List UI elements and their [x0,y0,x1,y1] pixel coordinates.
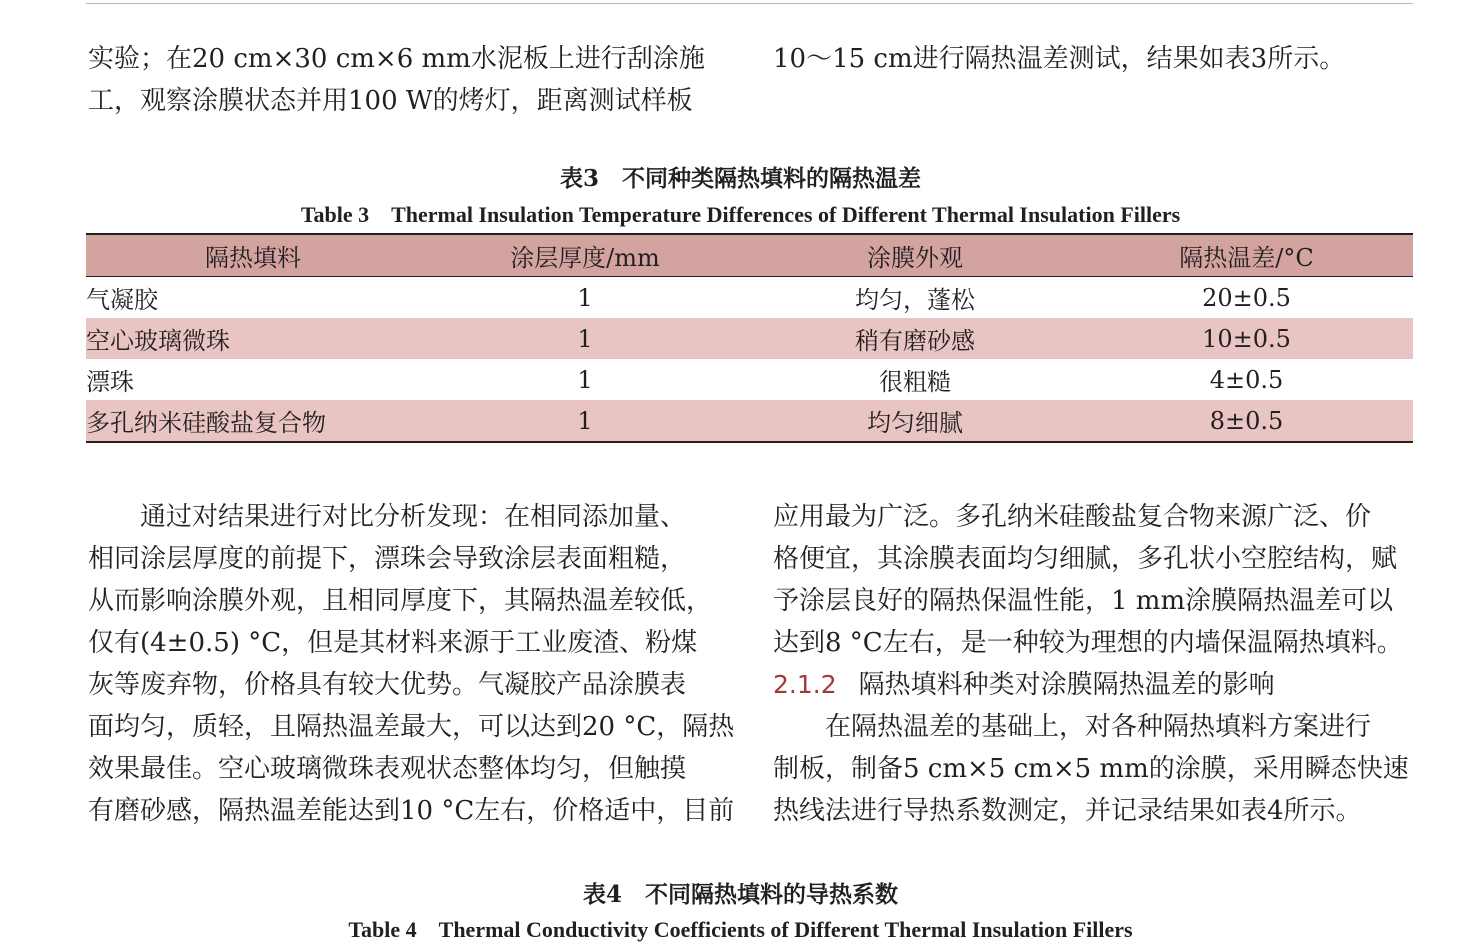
table-cell: 漂珠 [86,368,134,396]
section-heading [773,664,1413,706]
table-row [86,359,1413,400]
table-row [86,318,1413,359]
table-cell: 多孔纳米硅酸盐复合物 [86,409,326,437]
text-line: 工，观察涂膜状态并用100 W的烤灯，距离测试样板 [88,86,693,116]
column-header: 涂层厚度/mm [510,244,660,272]
table3-caption-en: Table 3 Thermal Insulation Temperature Differences of Different Thermal Insulation Fillers [300,202,1181,227]
table3-caption-cn: 表3 不同种类隔热填料的隔热温差 [559,165,921,192]
top-rule [86,3,1413,4]
table-row [86,400,1413,442]
table-cell: 1 [577,324,593,353]
text-line: 有磨砂感，隔热温差能达到10 °C左右，价格适中，目前 [88,796,735,826]
table-cell: 20±0.5 [1202,283,1291,312]
table-cell: 4±0.5 [1209,365,1284,394]
table-cell: 均匀细腻 [867,409,963,437]
text-line: 仅有(4±0.5) °C，但是其材料来源于工业废渣、粉煤 [88,628,698,658]
table-cell: 稍有磨砂感 [855,327,975,355]
table3 [86,233,1413,443]
column-header: 隔热填料 [205,244,301,272]
table-cell: 均匀，蓬松 [855,286,975,314]
table4-caption-en: Table 4 Thermal Conductivity Coefficients of Different Thermal Insulation Fillers [348,917,1133,942]
table-cell: 8±0.5 [1209,406,1284,435]
table-row [86,277,1413,319]
text-line: 在隔热温差的基础上，对各种隔热填料方案进行 [825,712,1372,742]
text-line: 制板，制备5 cm×5 cm×5 mm的涂膜，采用瞬态快速 [773,754,1409,784]
text-line: 从而影响涂膜外观，且相同厚度下，其隔热温差较低， [88,586,713,616]
text-line: 效果最佳。空心玻璃微珠表观状态整体均匀，但触摸 [88,754,687,784]
text-line: 通过对结果进行对比分析发现：在相同添加量、 [140,502,687,532]
top-text-left [88,38,728,122]
text-line: 面均匀，质轻，且隔热温差最大，可以达到20 °C，隔热 [88,712,735,742]
text-line: 应用最为广泛。多孔纳米硅酸盐复合物来源广泛、价 [773,502,1372,532]
body-text-right [773,496,1413,832]
table-cell: 很粗糙 [879,368,951,396]
body-text-left [88,496,735,832]
table-cell: 1 [577,283,593,312]
table-header-row [86,234,1413,277]
table-cell: 10±0.5 [1202,324,1291,353]
text-line: 相同涂层厚度的前提下，漂珠会导致涂层表面粗糙， [88,544,687,574]
text-line: 予涂层良好的隔热保温性能，1 mm涂膜隔热温差可以 [773,586,1394,616]
column-header: 涂膜外观 [867,244,963,272]
text-line: 达到8 °C左右，是一种较为理想的内墙保温隔热填料。 [773,628,1403,658]
text-line: 灰等废弃物，价格具有较大优势。气凝胶产品涂膜表 [88,670,687,700]
table-cell: 1 [577,406,593,435]
top-text-right [773,38,1413,80]
text-line: 格便宜，其涂膜表面均匀细腻，多孔状小空腔结构，赋 [773,544,1398,574]
section-number: 2.1.2 [773,670,837,699]
table-cell: 1 [577,365,593,394]
table-cell: 气凝胶 [86,286,158,314]
section-title: 隔热填料种类对涂膜隔热温差的影响 [858,670,1275,700]
table4-caption-cn: 表4 不同隔热填料的导热系数 [582,881,898,908]
text-line: 实验；在20 cm×30 cm×6 mm水泥板上进行刮涂施 [88,44,705,74]
table-cell: 空心玻璃微珠 [86,327,230,355]
text-line: 10～15 cm进行隔热温差测试，结果如表3所示。 [773,44,1346,74]
column-header: 隔热温差/°C [1179,244,1314,272]
text-line: 热线法进行导热系数测定，并记录结果如表4所示。 [773,796,1362,826]
